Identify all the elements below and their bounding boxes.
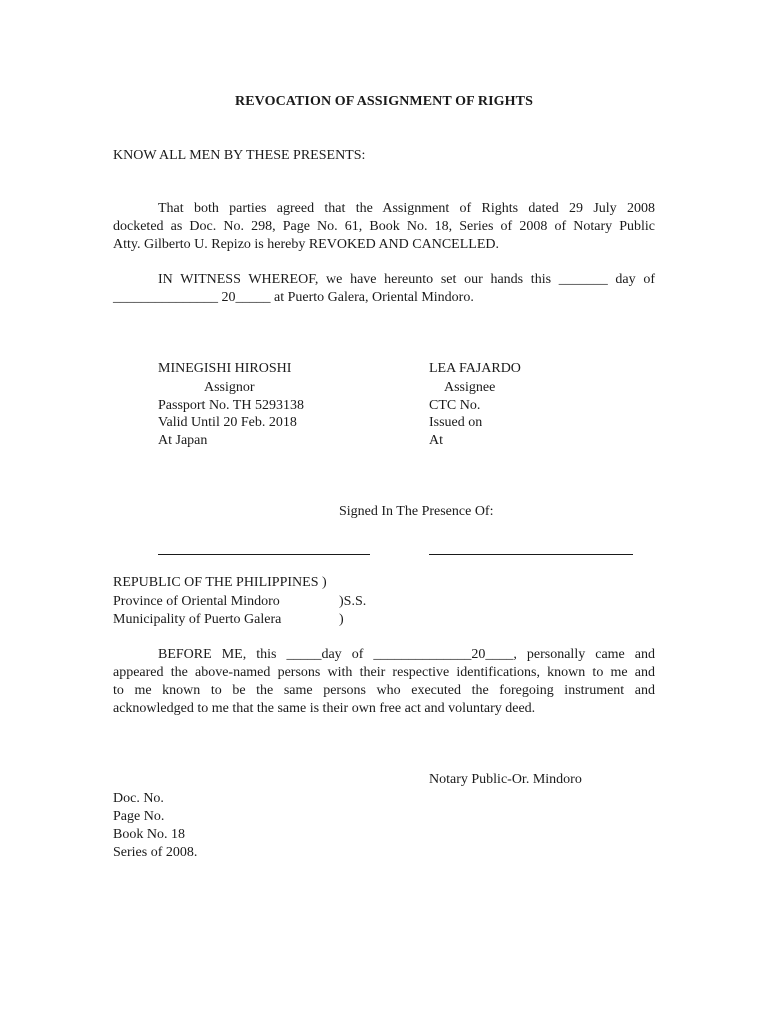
venue-republic: REPUBLIC OF THE PHILIPPINES ) <box>113 575 327 590</box>
witness-paragraph <box>113 271 655 307</box>
assignee-ctc: CTC No. <box>429 398 481 413</box>
assignee-role: Assignee <box>444 380 496 395</box>
revocation-line-2: docketed as Doc. No. 298, Page No. 61, Book No. 18, Series of 2008 of Notary Public <box>113 219 655 234</box>
assignor-validity: Valid Until 20 Feb. 2018 <box>158 415 297 430</box>
venue-province: Province of Oriental Mindoro <box>113 594 280 609</box>
acknowledgment-line-3: to me known to be the same persons who executed the foregoing instrument and <box>113 683 655 698</box>
witness-line-2: _______________ 20_____ at Puerto Galera, Oriental Mindoro. <box>113 290 474 305</box>
assignor-role: Assignor <box>204 380 255 395</box>
assignee-issued: Issued on <box>429 415 483 430</box>
acknowledgment-paragraph <box>113 646 655 718</box>
revocation-line-3: Atty. Gilberto U. Repizo is hereby REVOKED AND CANCELLED. <box>113 237 499 252</box>
revocation-line-1: That both parties agreed that the Assignment of Rights dated 29 July 2008 <box>158 201 655 216</box>
venue-ss: )S.S. <box>339 594 367 609</box>
assignee-name: LEA FAJARDO <box>429 361 521 376</box>
docket-page: Page No. <box>113 809 165 824</box>
docket-book: Book No. 18 <box>113 827 185 842</box>
assignor-name: MINEGISHI HIROSHI <box>158 361 292 376</box>
venue-municipality: Municipality of Puerto Galera <box>113 612 282 627</box>
document-title: REVOCATION OF ASSIGNMENT OF RIGHTS <box>235 94 533 109</box>
acknowledgment-line-2: appeared the above-named persons with their respective identifications, known to me and <box>113 665 655 680</box>
assignor-passport: Passport No. TH 5293138 <box>158 398 304 413</box>
witness-signature-line-1 <box>158 554 370 555</box>
venue-paren: ) <box>339 612 344 627</box>
docket-series: Series of 2008. <box>113 845 198 860</box>
opening-line: KNOW ALL MEN BY THESE PRESENTS: <box>113 148 366 163</box>
assignor-place: At Japan <box>158 433 208 448</box>
revocation-paragraph <box>113 200 655 254</box>
docket-doc: Doc. No. <box>113 791 164 806</box>
witness-line-1: IN WITNESS WHEREOF, we have hereunto set our hands this _______ day of <box>158 272 655 287</box>
assignee-place: At <box>429 433 443 448</box>
acknowledgment-line-1: BEFORE ME, this _____day of ______________20____, personally came and <box>158 647 655 662</box>
acknowledgment-line-4: acknowledged to me that the same is their own free act and voluntary deed. <box>113 701 536 716</box>
witness-signature-line-2 <box>429 554 633 555</box>
notary-label: Notary Public-Or. Mindoro <box>429 772 582 787</box>
signed-presence-label: Signed In The Presence Of: <box>339 504 494 519</box>
